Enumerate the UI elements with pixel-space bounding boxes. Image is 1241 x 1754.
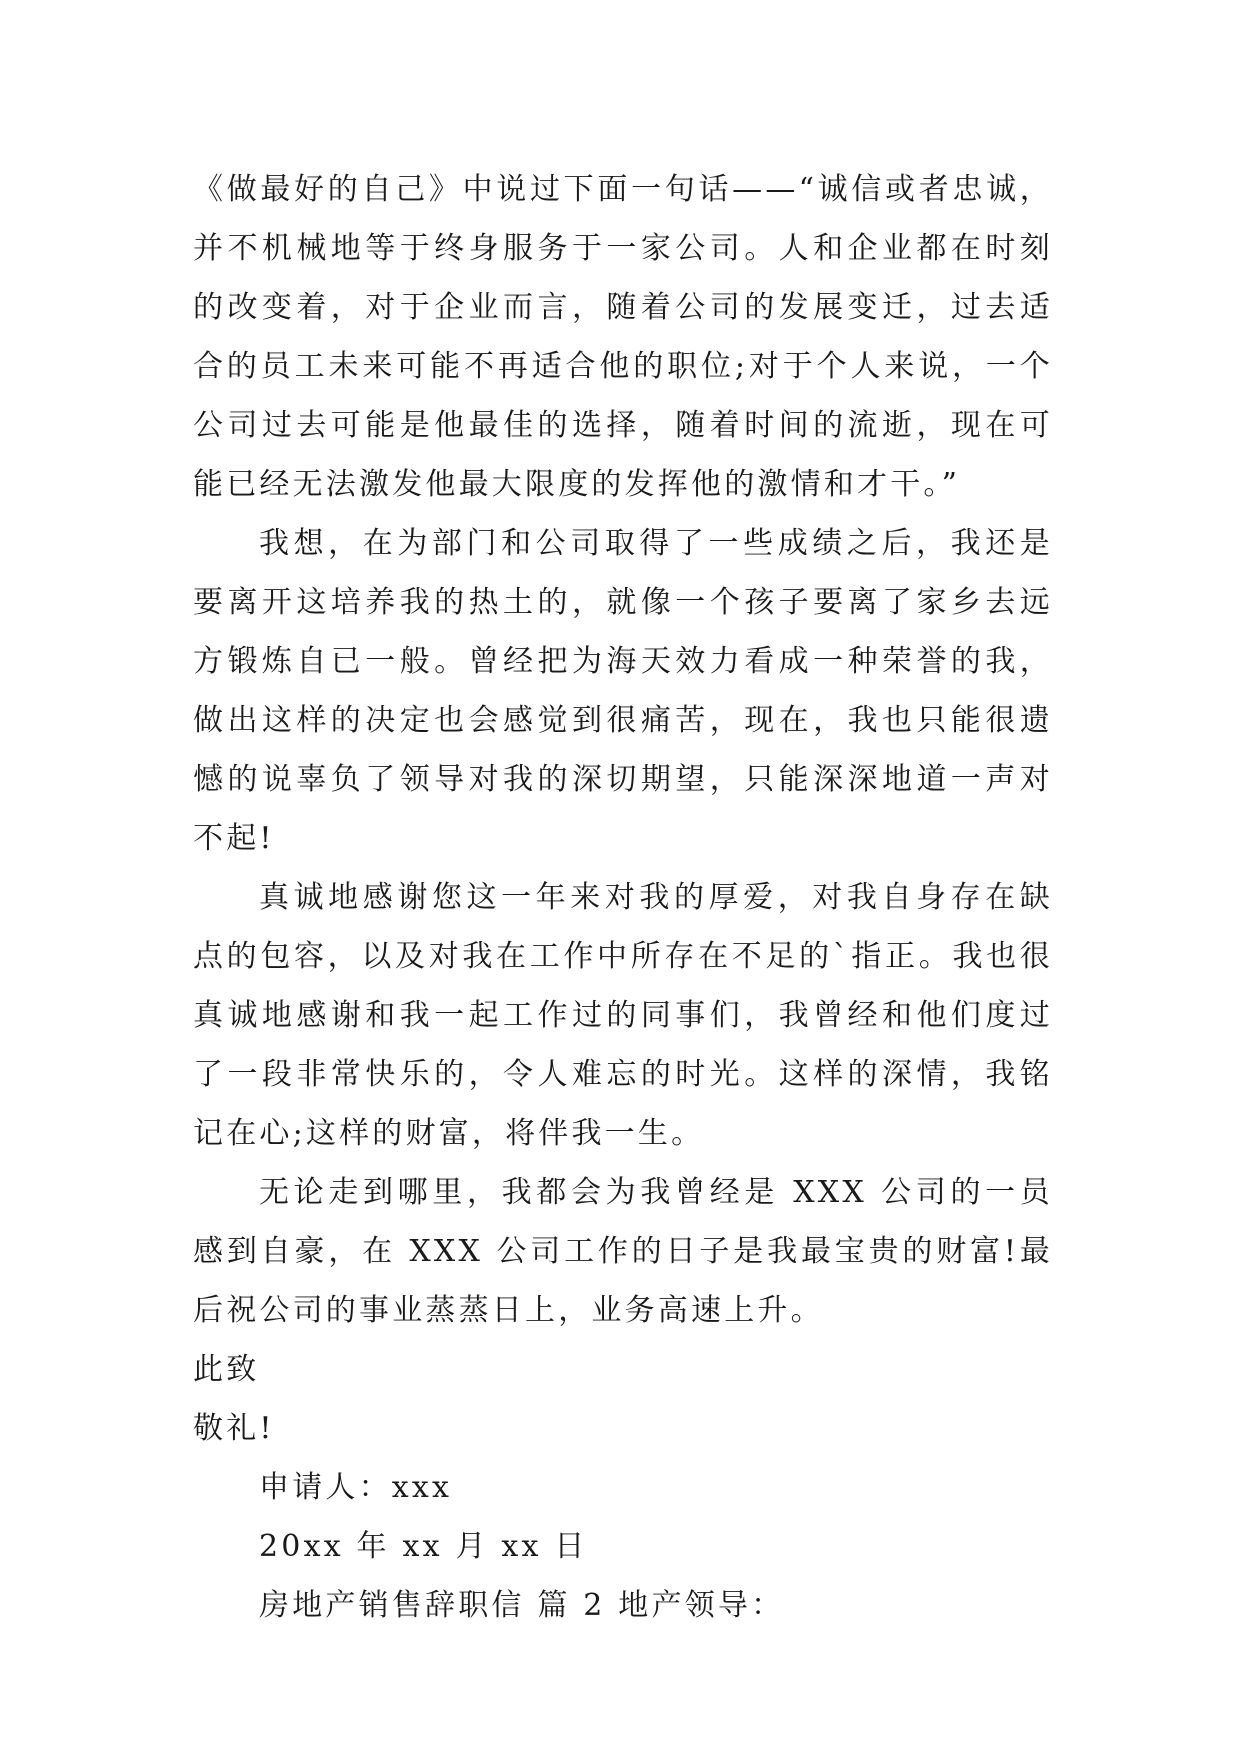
paragraph-quote: 《做最好的自己》中说过下面一句话——“诚信或者忠诚，并不机械地等于终身服务于一家公司。人和企业都在时刻的改变着，对于企业而言，随着公司的发展变迁，过去适合的员工未来可能不再适合他的职位;对于个人来说，一个公司过去可能是他最佳的选择，随着时间的流逝，现在可能已经无法激发他最大限度的发挥他的激情和才干。”: [193, 172, 1053, 502]
applicant-line: 申请人：xxx: [259, 1470, 453, 1505]
paragraph-decision: 我想，在为部门和公司取得了一些成绩之后，我还是要离开这培养我的热土的，就像一个孩子要离了家乡去远方锻炼自已一般。曾经把为海天效力看成一种荣誉的我，做出这样的决定也会感觉到很痛苦，现在，我也只能很遗憾的说辜负了领导对我的深切期望，只能深深地道一声对不起!: [193, 526, 1053, 856]
paragraph-wishes: 无论走到哪里，我都会为我曾经是 XXX 公司的一员感到自豪，在 XXX 公司工作的日子是我最宝贵的财富!最后祝公司的事业蒸蒸日上，业务高速上升。: [193, 1175, 1053, 1328]
letter-body: [193, 160, 1053, 1635]
closing-line: 此致: [193, 1352, 260, 1387]
date-line: 20xx 年 xx 月 xx 日: [259, 1529, 588, 1564]
next-section-heading: 房地产销售辞职信 篇 2 地产领导：: [259, 1588, 785, 1623]
paragraph-thanks: 真诚地感谢您这一年来对我的厚爱，对我自身存在缺点的包容，以及对我在工作中所存在不足的`指正。我也很真诚地感谢和我一起工作过的同事们，我曾经和他们度过了一段非常快乐的，令人难忘的时光。这样的深情，我铭记在心;这样的财富，将伴我一生。: [193, 880, 1053, 1151]
salute-line: 敬礼!: [193, 1411, 275, 1446]
